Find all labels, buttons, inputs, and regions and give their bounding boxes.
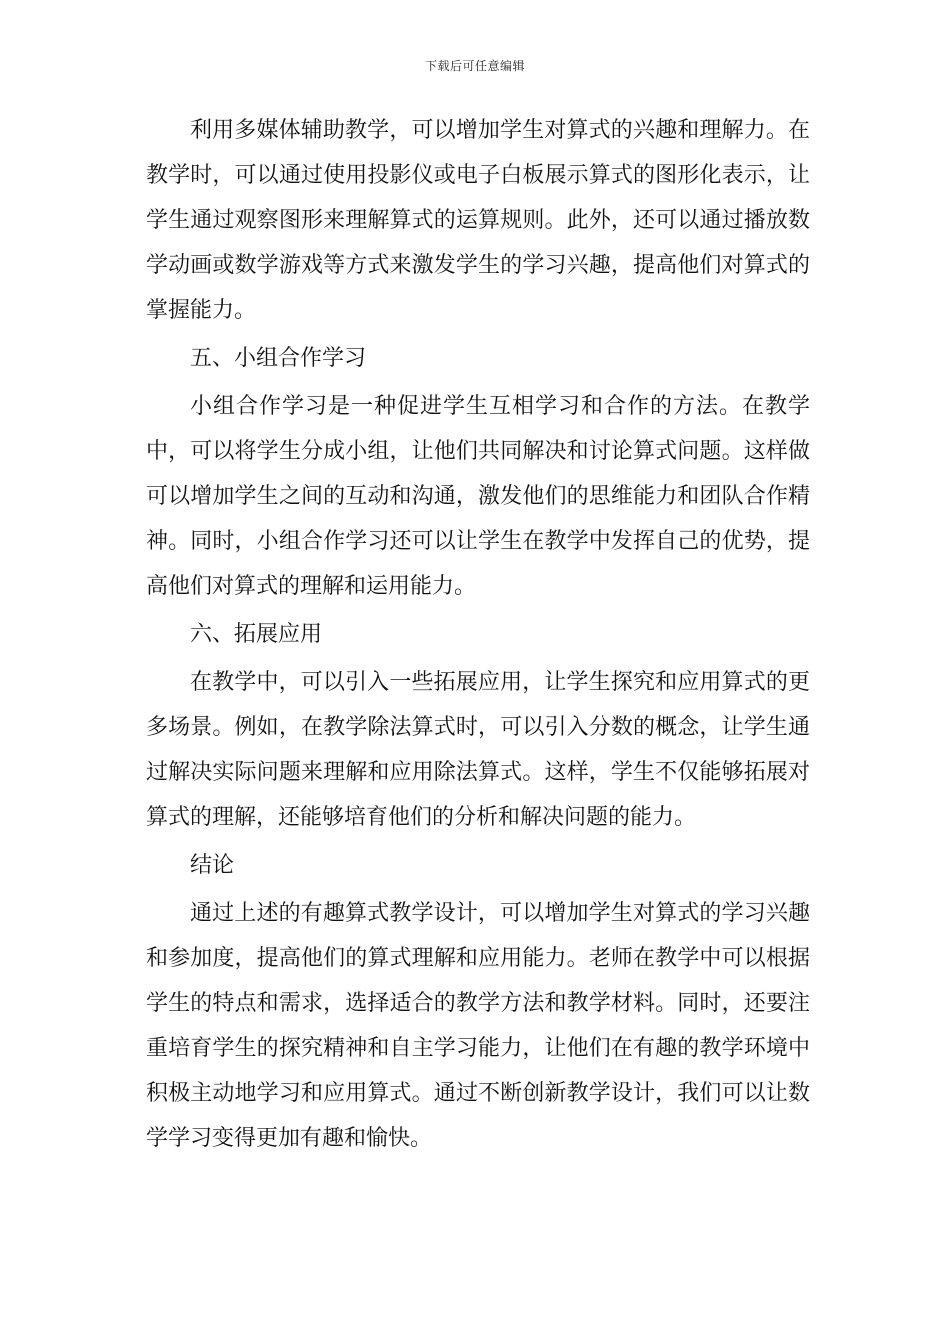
- paragraph-extended-application: 在教学中，可以引入一些拓展应用，让学生探究和应用算式的更多场景。例如，在教学除法算式时，可以引入分数的概念，让学生通过解决实际问题来理解和应用除法算式。这样，学生不仅能够拓展对算式的理解，还能够培育他们的分析和解决问题的能力。: [146, 670, 810, 830]
- paragraph-multimedia: 利用多媒体辅助教学，可以增加学生对算式的兴趣和理解力。在教学时，可以通过使用投影仪或电子白板展示算式的图形化表示，让学生通过观察图形来理解算式的运算规则。此外，还可以通过播放数学动画或数学游戏等方式来激发学生的学习兴趣，提高他们对算式的掌握能力。: [146, 118, 810, 323]
- heading-conclusion: 结论: [190, 853, 235, 878]
- paragraph-conclusion: 通过上述的有趣算式教学设计，可以增加学生对算式的学习兴趣和参加度，提高他们的算式理解和应用能力。老师在教学中可以根据学生的特点和需求，选择适合的教学方法和教学材料。同时，还要注重培育学生的探究精神和自主学习能力，让他们在有趣的教学环境中积极主动地学习和应用算式。通过不断创新教学设计，我们可以让数学学习变得更加有趣和愉快。: [146, 901, 810, 1151]
- paragraph-group-learning: 小组合作学习是一种促进学生互相学习和合作的方法。在教学中，可以将学生分成小组，让他们共同解决和讨论算式问题。这样做可以增加学生之间的互动和沟通，激发他们的思维能力和团队合作精神。同时，小组合作学习还可以让学生在教学中发挥自己的优势，提高他们对算式的理解和运用能力。: [146, 394, 810, 599]
- heading-extended-application: 六、拓展应用: [190, 622, 323, 647]
- document-body: [146, 108, 810, 1161]
- page-header: 下载后可任意编辑: [424, 59, 525, 73]
- heading-group-learning: 五、小组合作学习: [190, 346, 367, 371]
